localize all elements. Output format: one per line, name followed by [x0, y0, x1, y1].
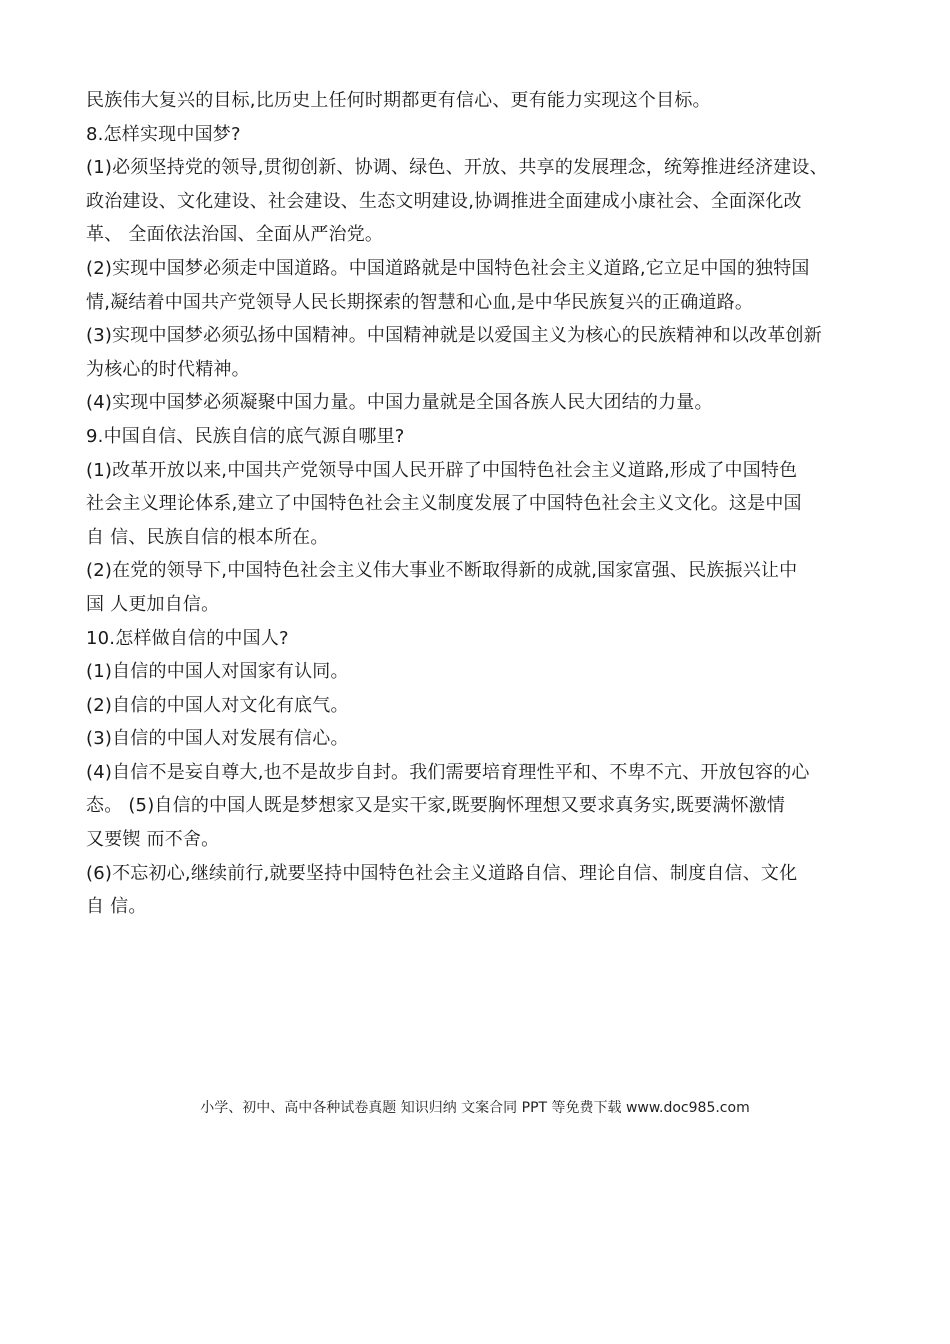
text-line: 为核心的时代精神。: [86, 358, 250, 380]
text-line: (4)自信不是妄自尊大,也不是故步自封。我们需要培育理性平和、不卑不亢、开放包容的心: [86, 761, 810, 783]
section-heading: 8.怎样实现中国梦?: [86, 123, 241, 145]
text-line: (1)改革开放以来,中国共产党领导中国人民开辟了中国特色社会主义道路,形成了中国特色: [86, 459, 798, 481]
text-line: (3)实现中国梦必须弘扬中国精神。中国精神就是以爱国主义为核心的民族精神和以改革创新: [86, 325, 822, 347]
text-line: 自 信。: [86, 896, 147, 918]
text-line: 自 信、民族自信的根本所在。: [86, 526, 329, 548]
text-line: 民族伟大复兴的目标,比历史上任何时期都更有信心、更有能力实现这个目标。: [86, 90, 711, 111]
section-heading: 10.怎样做自信的中国人?: [86, 627, 289, 649]
text-line: (1)必须坚持党的领导,贯彻创新、协调、绿色、开放、共享的发展理念，统筹推进经济建设、: [86, 157, 828, 179]
text-line: (4)实现中国梦必须凝聚中国力量。中国力量就是全国各族人民大团结的力量。: [86, 392, 713, 414]
section-heading: 9.中国自信、民族自信的底气源自哪里?: [86, 425, 405, 447]
text-line: (2)实现中国梦必须走中国道路。中国道路就是中国特色社会主义道路,它立足中国的独特国: [86, 257, 810, 279]
text-line: (6)不忘初心,继续前行,就要坚持中国特色社会主义道路自信、理论自信、制度自信、文化: [86, 862, 798, 884]
text-line: 情,凝结着中国共产党领导人民长期探索的智慧和心血,是中华民族复兴的正确道路。: [86, 291, 754, 313]
document-body: [86, 84, 886, 924]
text-line: 国 人更加自信。: [86, 593, 220, 615]
text-line: 态。 (5)自信的中国人既是梦想家又是实干家,既要胸怀理想又要求真务实,既要满怀激情: [86, 795, 786, 817]
text-line: 革、 全面依法治国、全面从严治党。: [86, 224, 384, 246]
text-line: (2)自信的中国人对文化有底气。: [86, 694, 349, 716]
text-line: 又要锲 而不舍。: [86, 829, 220, 851]
text-line: (3)自信的中国人对发展有信心。: [86, 728, 349, 750]
text-line: 政治建设、文化建设、社会建设、生态文明建设,协调推进全面建成小康社会、全面深化改: [86, 190, 802, 212]
text-line: (2)在党的领导下,中国特色社会主义伟大事业不断取得新的成就,国家富强、民族振兴让中: [86, 560, 798, 582]
page-footer: 小学、初中、高中各种试卷真题 知识归纳 文案合同 PPT 等免费下载 www.doc985.com: [200, 1100, 750, 1116]
text-line: (1)自信的中国人对国家有认同。: [86, 661, 349, 683]
text-line: 社会主义理论体系,建立了中国特色社会主义制度发展了中国特色社会主义文化。这是中国: [86, 493, 802, 515]
